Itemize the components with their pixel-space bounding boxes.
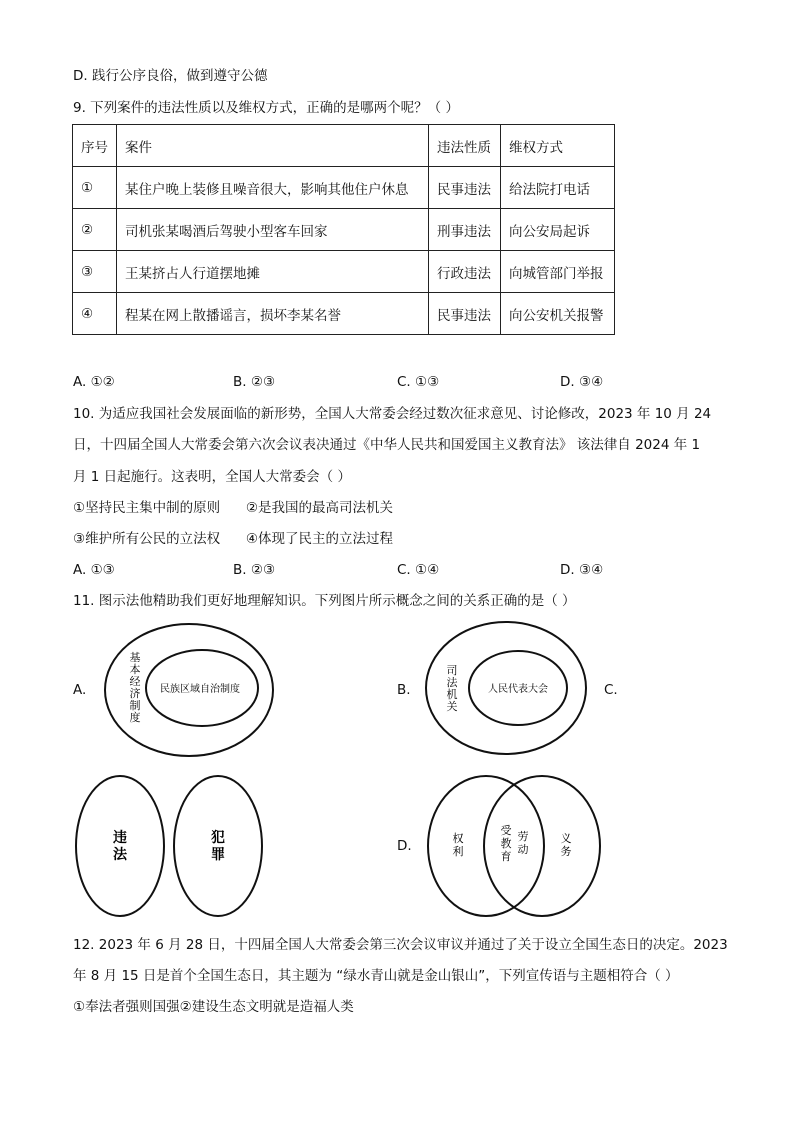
left-label-char: 权 — [452, 832, 464, 845]
q11-label-c[interactable]: C. — [604, 682, 618, 698]
q12-stem-line-2: 年 8 月 15 日是首个全国生态日，其主题为 “绿水青山就是金山银山”，下列宣传语与主题相符合（ ） — [73, 968, 679, 984]
q9-case-table — [72, 124, 615, 335]
q9-stem: 9. 下列案件的违法性质以及维权方式，正确的是哪两个呢？（ ） — [73, 100, 459, 116]
venn-diagram-c — [72, 772, 266, 920]
row-case: 程某在网上散播谣言，损坏李某名誉 — [117, 293, 429, 335]
row-case: 某住户晚上装修且噪音很大，影响其他住户休息 — [117, 167, 429, 209]
q10-stem-line-3: 月 1 日起施行。这表明，全国人大常委会（ ） — [73, 469, 351, 485]
outer-label-char: 法 — [446, 676, 458, 689]
left-label-char: 法 — [113, 847, 127, 863]
table-row — [73, 167, 615, 209]
q11-label-d[interactable]: D. — [397, 838, 412, 854]
q10-option-b[interactable]: B. ②③ — [233, 562, 276, 578]
q11-label-a[interactable]: A. — [73, 682, 87, 698]
outer-label-char: 基 — [129, 651, 141, 664]
q10-statements-1: ①坚持民主集中制的原则 ②是我国的最高司法机关 — [73, 500, 393, 516]
right-ellipse-c — [174, 776, 262, 916]
q9-option-b[interactable]: B. ②③ — [233, 374, 276, 390]
row-remedy: 向公安局起诉 — [501, 209, 615, 251]
q10-options — [73, 561, 633, 579]
q12-stem-line-3: ①奉法者强则国强②建设生态文明就是造福人类 — [73, 999, 354, 1015]
header-case: 案件 — [117, 125, 429, 167]
outer-label-char: 度 — [129, 711, 141, 724]
q12-stem-line-1: 12. 2023 年 6 月 28 日，十四届全国人大常委会第三次会议审议并通过了关于设立全国生态日的决定。2023 — [73, 937, 728, 953]
q9-option-a[interactable]: A. ①② — [73, 374, 115, 390]
left-label-char: 利 — [452, 845, 464, 858]
venn-diagram-a — [100, 620, 278, 760]
q10-statements-2: ③维护所有公民的立法权 ④体现了民主的立法过程 — [73, 531, 393, 547]
row-nature: 刑事违法 — [429, 209, 501, 251]
outer-label-char: 本 — [129, 663, 141, 676]
middle-right-char: 动 — [517, 843, 529, 856]
row-number: ③ — [73, 251, 117, 293]
outer-label-char: 制 — [129, 699, 141, 712]
q10-stem-line-1: 10. 为适应我国社会发展面临的新形势，全国人大常委会经过数次征求意见、讨论修改，2023 年 10 月 24 — [73, 406, 712, 422]
venn-diagram-d — [424, 772, 604, 920]
header-nature: 违法性质 — [429, 125, 501, 167]
right-label-char: 义 — [560, 832, 572, 845]
middle-right-char: 劳 — [517, 830, 529, 843]
right-label-char: 罪 — [211, 847, 225, 863]
header-number: 序号 — [73, 125, 117, 167]
right-label-char: 犯 — [211, 830, 225, 846]
inner-label-a: 民族区域自治制度 — [160, 684, 240, 695]
row-number: ② — [73, 209, 117, 251]
right-label-char: 务 — [560, 845, 572, 858]
outer-label-char: 司 — [446, 664, 458, 677]
q10-option-c[interactable]: C. ①④ — [397, 562, 440, 578]
inner-label-b: 人民代表大会 — [488, 684, 548, 695]
middle-left-char: 育 — [500, 850, 512, 863]
row-nature: 民事违法 — [429, 293, 501, 335]
middle-left-char: 受 — [500, 824, 512, 837]
left-label-char: 违 — [113, 830, 127, 846]
q9-option-c[interactable]: C. ①③ — [397, 374, 440, 390]
q10-option-d[interactable]: D. ③④ — [560, 562, 604, 578]
row-nature: 民事违法 — [429, 167, 501, 209]
left-ellipse-c — [76, 776, 164, 916]
row-case: 司机张某喝酒后驾驶小型客车回家 — [117, 209, 429, 251]
row-remedy: 向城管部门举报 — [501, 251, 615, 293]
table-header-row — [73, 125, 615, 167]
row-case: 王某挤占人行道摆地摊 — [117, 251, 429, 293]
outer-label-char: 济 — [129, 687, 141, 700]
q11-label-b[interactable]: B. — [397, 682, 411, 698]
row-remedy: 向公安机关报警 — [501, 293, 615, 335]
q9-options — [73, 373, 633, 391]
header-remedy: 维权方式 — [501, 125, 615, 167]
row-remedy: 给法院打电话 — [501, 167, 615, 209]
table-row — [73, 293, 615, 335]
row-nature: 行政违法 — [429, 251, 501, 293]
outer-label-char: 经 — [129, 675, 141, 688]
venn-diagram-b — [422, 618, 590, 758]
table-row — [73, 251, 615, 293]
q11-stem: 11. 图示法他精助我们更好地理解知识。下列图片所示概念之间的关系正确的是（ ） — [73, 593, 576, 609]
q9-option-d[interactable]: D. ③④ — [560, 374, 604, 390]
middle-left-char: 教 — [500, 837, 512, 850]
table-row — [73, 209, 615, 251]
outer-label-char: 关 — [446, 700, 458, 713]
q8-option-d: D. 践行公序良俗，做到遵守公德 — [73, 68, 268, 84]
q10-stem-line-2: 日，十四届全国人大常委会第六次会议表决通过《中华人民共和国爱国主义教育法》 该法律自 2024 年 1 — [73, 437, 701, 453]
q10-option-a[interactable]: A. ①③ — [73, 562, 115, 578]
row-number: ④ — [73, 293, 117, 335]
outer-label-char: 机 — [446, 688, 458, 701]
row-number: ① — [73, 167, 117, 209]
